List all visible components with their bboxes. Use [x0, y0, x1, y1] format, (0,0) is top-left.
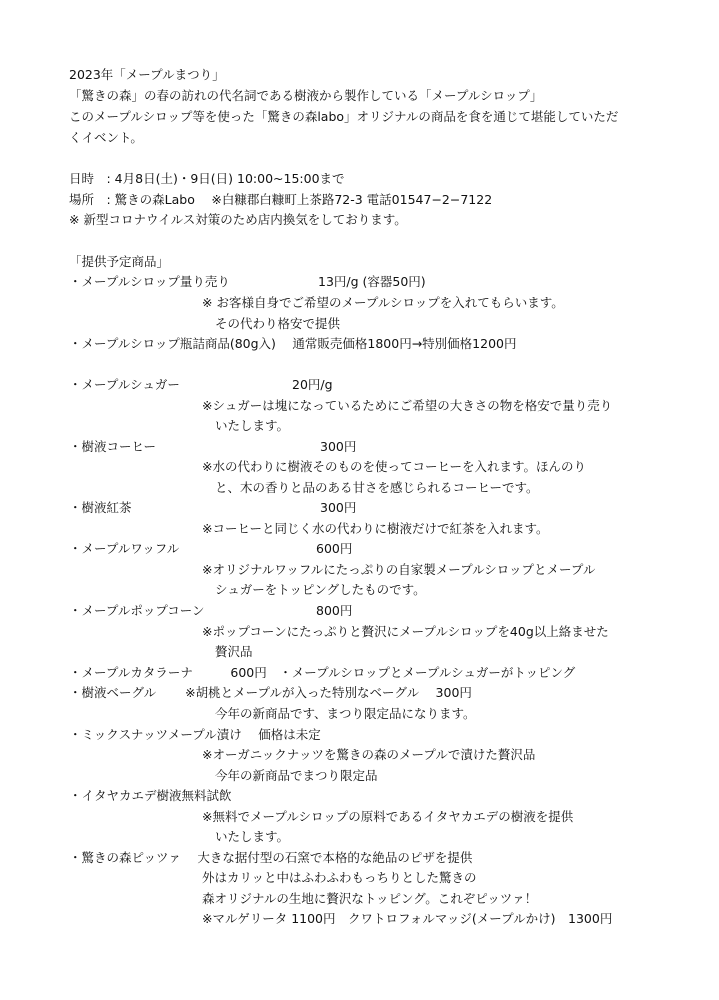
product-price: 13円/g (容器50円)	[318, 274, 426, 289]
product-note: ※無料でメープルシロップの原料であるイタヤカエデの樹液を提供	[202, 809, 574, 824]
product-note: ※オリジナルワッフルにたっぷりの自家製メープルシロップとメープル	[202, 562, 596, 577]
product-note: 贅沢品	[215, 644, 253, 659]
product-name: ・樹液紅茶	[69, 500, 132, 515]
product-price: 800円	[316, 603, 353, 618]
product-note: ※オーガニックナッツを驚きの森のメープルで漬けた贅沢品	[202, 747, 536, 762]
products-heading: 「提供予定商品」	[69, 254, 170, 269]
intro-line: 「驚きの森」の春の訪れの代名詞である樹液から製作している「メープルシロップ」	[69, 88, 543, 103]
product-note: いたします。	[215, 418, 290, 433]
product-note: ※ポップコーンにたっぷりと贅沢にメープルシロップを40g以上絡ませた	[202, 624, 609, 639]
product-name: ・メープルシュガー	[69, 377, 180, 392]
product-price: 300円	[320, 500, 357, 515]
intro-line: このメープルシロップ等を使った「驚きの森labo」オリジナルの商品を食を通じて堪能していただ	[69, 109, 619, 124]
product-name: ・メープルポップコーン	[69, 603, 205, 618]
product-line: ・メープルシロップ瓶詰商品(80g入) 通常販売価格1800円→特別価格1200円	[69, 336, 517, 351]
product-price: 20円/g	[292, 377, 333, 392]
product-note: シュガーをトッピングしたものです。	[215, 582, 426, 597]
product-note: ※マルゲリータ 1100円 クワトロフォルマッジ(メープルかけ) 1300円	[202, 911, 613, 926]
product-name: ・樹液コーヒー	[69, 439, 157, 454]
product-note: と、木の香りと品のある甘さを感じられるコーヒーです。	[215, 480, 539, 495]
product-line: ・ミックスナッツメープル漬け 価格は未定	[69, 727, 321, 742]
product-note: 外はカリッと中はふわふわもっちりとした驚きの	[202, 870, 477, 885]
product-line: ・メープルカタラーナ 600円 ・メープルシロップとメープルシュガーがトッピング	[69, 665, 576, 680]
product-note: その代わり格安で提供	[215, 316, 341, 331]
event-datetime: 日時 : 4月8日(土)・9日(日) 10:00~15:00まで	[69, 171, 345, 186]
covid-notice: ※ 新型コロナウイルス対策のため店内換気をしております。	[69, 212, 407, 227]
product-note: 今年の新商品でまつり限定品	[215, 768, 378, 783]
product-note: ※コーヒーと同じく水の代わりに樹液だけで紅茶を入れます。	[202, 521, 549, 536]
product-line: ・樹液ベーグル ※胡桃とメープルが入った特別なベーグル 300円	[69, 685, 472, 700]
product-price: 600円	[316, 541, 353, 556]
product-note: 今年の新商品です、まつり限定品になります。	[215, 706, 476, 721]
product-line: ・驚きの森ピッツァ 大きな据付型の石窯で本格的な絶品のピザを提供	[69, 850, 473, 865]
product-note: ※シュガーは塊になっているためにご希望の大きさの物を格安で量り売り	[202, 398, 613, 413]
intro-line: くイベント。	[69, 130, 143, 145]
product-price: 300円	[320, 439, 357, 454]
event-place: 場所 : 驚きの森Labo ※白糠郡白糠町上茶路72-3 電話01547−2−7122	[69, 192, 493, 207]
product-note: ※ お客様自身でご希望のメープルシロップを入れてもらいます。	[202, 295, 564, 310]
product-name: ・イタヤカエデ樹液無料試飲	[69, 788, 232, 803]
product-note: 森オリジナルの生地に贅沢なトッピング。これぞピッツァ！	[202, 891, 538, 906]
product-name: ・メープルシロップ量り売り	[69, 274, 230, 289]
product-note: ※水の代わりに樹液そのものを使ってコーヒーを入れます。ほんのり	[202, 459, 586, 474]
event-title: 2023年「メープルまつり」	[69, 67, 225, 82]
product-name: ・メープルワッフル	[69, 541, 180, 556]
product-note: いたします。	[215, 829, 290, 844]
